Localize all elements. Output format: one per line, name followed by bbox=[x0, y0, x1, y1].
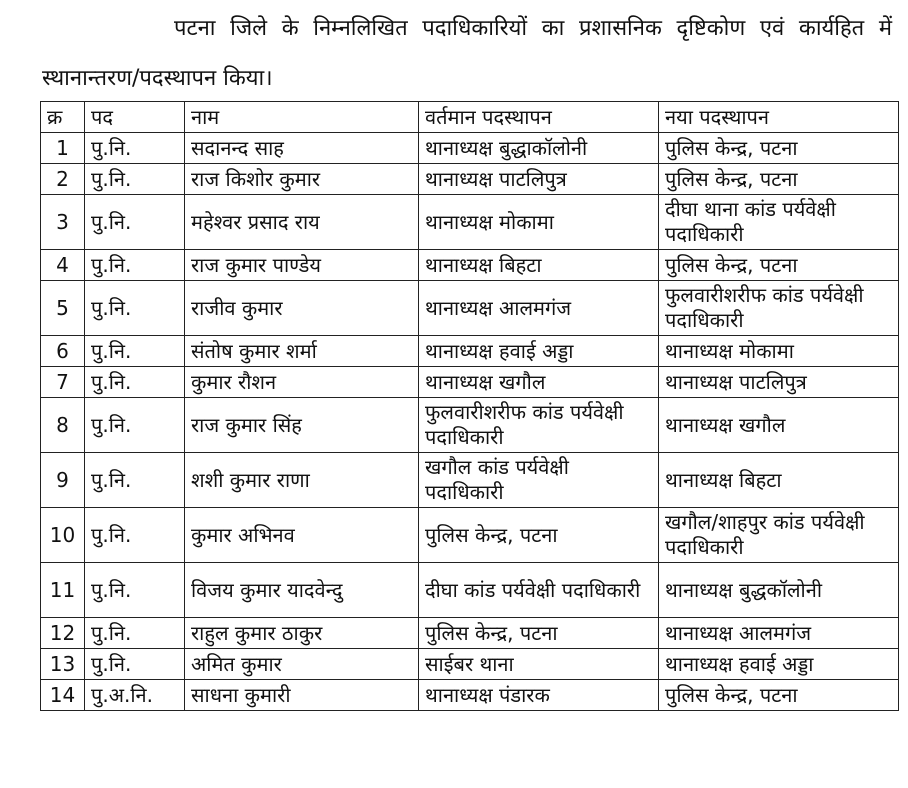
new-posting-cell: पुलिस केन्द्र, पटना bbox=[659, 164, 899, 195]
new-posting-cell: थानाध्यक्ष बुद्धकॉलोनी bbox=[659, 563, 899, 618]
table-row bbox=[41, 195, 899, 250]
current-posting-cell: थानाध्यक्ष पंडारक bbox=[419, 680, 659, 711]
header-current-posting: वर्तमान पदस्थापन bbox=[419, 102, 659, 133]
new-posting-cell: फुलवारीशरीफ कांड पर्यवेक्षी पदाधिकारी bbox=[659, 281, 899, 336]
new-posting-cell: थानाध्यक्ष बिहटा bbox=[659, 453, 899, 508]
table-row bbox=[41, 680, 899, 711]
new-posting-cell: थानाध्यक्ष मोकामा bbox=[659, 336, 899, 367]
table-row bbox=[41, 281, 899, 336]
current-posting-cell: पुलिस केन्द्र, पटना bbox=[419, 618, 659, 649]
post-cell: पु.नि. bbox=[85, 164, 185, 195]
transfer-table bbox=[40, 101, 899, 711]
new-posting-cell: दीघा थाना कांड पर्यवेक्षी पदाधिकारी bbox=[659, 195, 899, 250]
table-row bbox=[41, 508, 899, 563]
header-name: नाम bbox=[185, 102, 419, 133]
serial-number-cell: 3 bbox=[41, 195, 85, 250]
current-posting-cell: दीघा कांड पर्यवेक्षी पदाधिकारी bbox=[419, 563, 659, 618]
serial-number-cell: 9 bbox=[41, 453, 85, 508]
name-cell: शशी कुमार राणा bbox=[185, 453, 419, 508]
table-row bbox=[41, 649, 899, 680]
new-posting-cell: खगौल/शाहपुर कांड पर्यवेक्षी पदाधिकारी bbox=[659, 508, 899, 563]
post-cell: पु.नि. bbox=[85, 250, 185, 281]
table-row bbox=[41, 453, 899, 508]
table-row bbox=[41, 618, 899, 649]
name-cell: राज कुमार सिंह bbox=[185, 398, 419, 453]
post-cell: पु.अ.नि. bbox=[85, 680, 185, 711]
post-cell: पु.नि. bbox=[85, 508, 185, 563]
name-cell: महेश्वर प्रसाद राय bbox=[185, 195, 419, 250]
name-cell: राज किशोर कुमार bbox=[185, 164, 419, 195]
current-posting-cell: थानाध्यक्ष हवाई अड्डा bbox=[419, 336, 659, 367]
name-cell: विजय कुमार यादवेन्दु bbox=[185, 563, 419, 618]
serial-number-cell: 8 bbox=[41, 398, 85, 453]
post-cell: पु.नि. bbox=[85, 398, 185, 453]
new-posting-cell: पुलिस केन्द्र, पटना bbox=[659, 680, 899, 711]
post-cell: पु.नि. bbox=[85, 618, 185, 649]
post-cell: पु.नि. bbox=[85, 336, 185, 367]
current-posting-cell: थानाध्यक्ष बुद्धाकॉलोनी bbox=[419, 133, 659, 164]
table-header-row bbox=[41, 102, 899, 133]
name-cell: अमित कुमार bbox=[185, 649, 419, 680]
current-posting-cell: थानाध्यक्ष बिहटा bbox=[419, 250, 659, 281]
current-posting-cell: खगौल कांड पर्यवेक्षी पदाधिकारी bbox=[419, 453, 659, 508]
post-cell: पु.नि. bbox=[85, 195, 185, 250]
table-row bbox=[41, 164, 899, 195]
serial-number-cell: 4 bbox=[41, 250, 85, 281]
name-cell: संतोष कुमार शर्मा bbox=[185, 336, 419, 367]
name-cell: साधना कुमारी bbox=[185, 680, 419, 711]
post-cell: पु.नि. bbox=[85, 453, 185, 508]
new-posting-cell: थानाध्यक्ष खगौल bbox=[659, 398, 899, 453]
serial-number-cell: 5 bbox=[41, 281, 85, 336]
table-row bbox=[41, 250, 899, 281]
header-serial-number: क्र bbox=[41, 102, 85, 133]
header-new-posting: नया पदस्थापन bbox=[659, 102, 899, 133]
table-row bbox=[41, 367, 899, 398]
serial-number-cell: 2 bbox=[41, 164, 85, 195]
serial-number-cell: 1 bbox=[41, 133, 85, 164]
current-posting-cell: थानाध्यक्ष खगौल bbox=[419, 367, 659, 398]
new-posting-cell: थानाध्यक्ष हवाई अड्डा bbox=[659, 649, 899, 680]
name-cell: सदानन्द साह bbox=[185, 133, 419, 164]
intro-paragraph: पटना जिले के निम्नलिखित पदाधिकारियों का प्रशासनिक दृष्टिकोण एवं कार्यहित में स्थानान्तरण/पदस्थापन किया। bbox=[42, 16, 892, 91]
post-cell: पु.नि. bbox=[85, 133, 185, 164]
current-posting-cell: फुलवारीशरीफ कांड पर्यवेक्षी पदाधिकारी bbox=[419, 398, 659, 453]
new-posting-cell: पुलिस केन्द्र, पटना bbox=[659, 250, 899, 281]
serial-number-cell: 7 bbox=[41, 367, 85, 398]
new-posting-cell: थानाध्यक्ष पाटलिपुत्र bbox=[659, 367, 899, 398]
post-cell: पु.नि. bbox=[85, 367, 185, 398]
post-cell: पु.नि. bbox=[85, 281, 185, 336]
serial-number-cell: 12 bbox=[41, 618, 85, 649]
name-cell: राजीव कुमार bbox=[185, 281, 419, 336]
serial-number-cell: 6 bbox=[41, 336, 85, 367]
serial-number-cell: 13 bbox=[41, 649, 85, 680]
table-row bbox=[41, 336, 899, 367]
current-posting-cell: पुलिस केन्द्र, पटना bbox=[419, 508, 659, 563]
serial-number-cell: 14 bbox=[41, 680, 85, 711]
name-cell: राज कुमार पाण्डेय bbox=[185, 250, 419, 281]
new-posting-cell: थानाध्यक्ष आलमगंज bbox=[659, 618, 899, 649]
post-cell: पु.नि. bbox=[85, 563, 185, 618]
serial-number-cell: 10 bbox=[41, 508, 85, 563]
name-cell: कुमार अभिनव bbox=[185, 508, 419, 563]
table-row bbox=[41, 563, 899, 618]
current-posting-cell: थानाध्यक्ष मोकामा bbox=[419, 195, 659, 250]
table-row bbox=[41, 133, 899, 164]
name-cell: राहुल कुमार ठाकुर bbox=[185, 618, 419, 649]
new-posting-cell: पुलिस केन्द्र, पटना bbox=[659, 133, 899, 164]
post-cell: पु.नि. bbox=[85, 649, 185, 680]
current-posting-cell: थानाध्यक्ष पाटलिपुत्र bbox=[419, 164, 659, 195]
current-posting-cell: थानाध्यक्ष आलमगंज bbox=[419, 281, 659, 336]
name-cell: कुमार रौशन bbox=[185, 367, 419, 398]
header-post: पद bbox=[85, 102, 185, 133]
current-posting-cell: साईबर थाना bbox=[419, 649, 659, 680]
serial-number-cell: 11 bbox=[41, 563, 85, 618]
table-row bbox=[41, 398, 899, 453]
